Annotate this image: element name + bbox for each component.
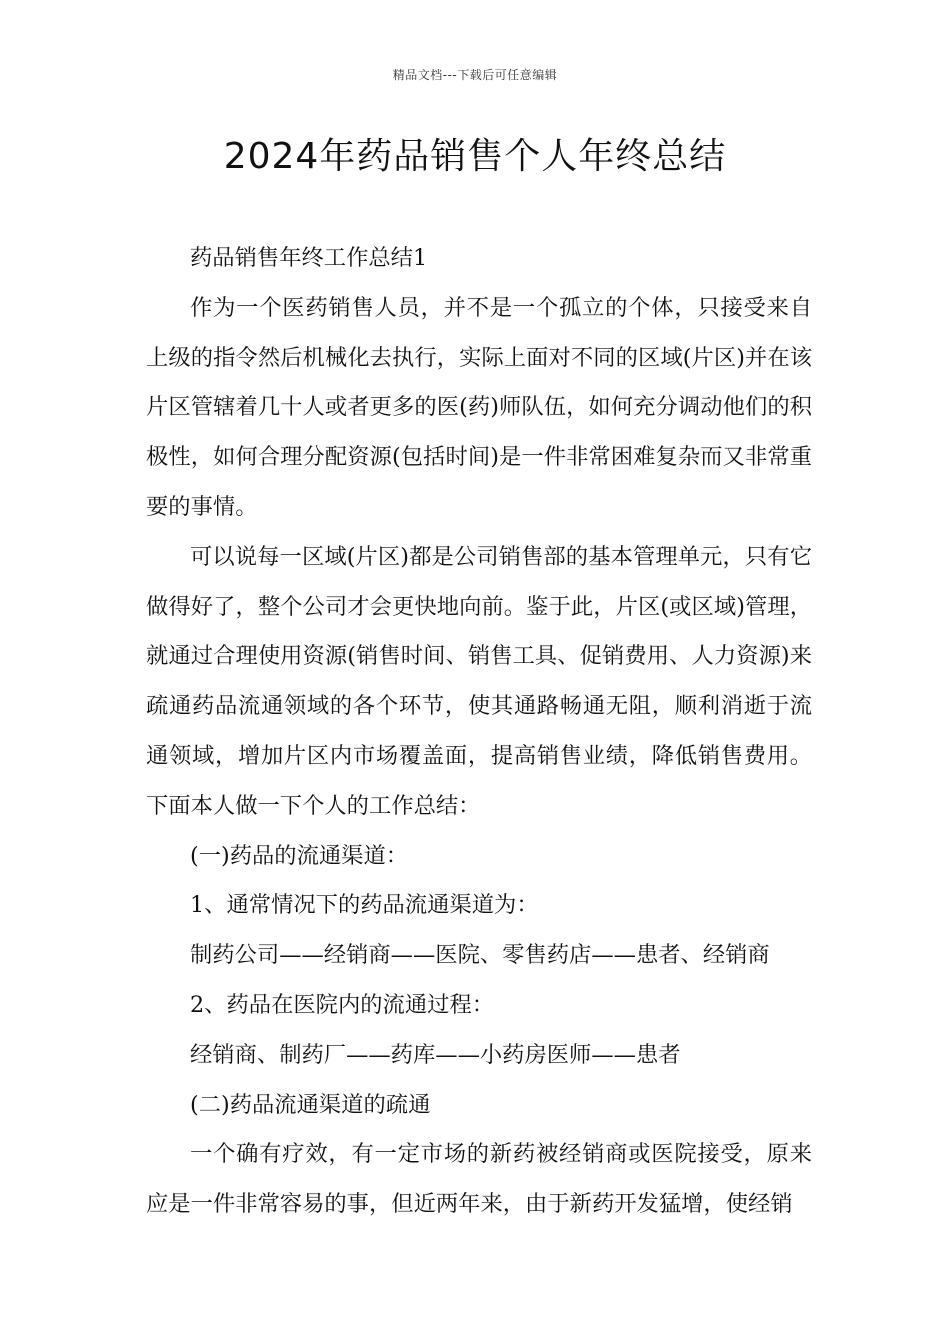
item-1-chain: 制药公司——经销商——医院、零售药店——患者、经销商 — [190, 942, 770, 969]
document-title: 2024年药品销售个人年终总结 — [223, 136, 727, 177]
closing-paragraph: 一个确有疗效，有一定市场的新药被经销商或医院接受，原来应是一件非常容易的事，但近两年来，由于新药开发猛增，使经销 — [146, 1141, 812, 1218]
paragraph-2: 可以说每一区域(片区)都是公司销售部的基本管理单元，只有它做得好了，整个公司才会更快地向前。鉴于此，片区(或区域)管理，就通过合理使用资源(销售时间、销售工具、促销费用、人力资源)来疏通药品流通领域的各个环节，使其通路畅通无阻，顺利消逝于流通领域，增加片区内市场覆盖面，提高销售业绩，降低销售费用。下面本人做一下个人的工作总结： — [146, 543, 812, 819]
paragraph-1: 作为一个医药销售人员，并不是一个孤立的个体，只接受来自上级的指令然后机械化去执行，实际上面对不同的区域(片区)并在该片区管辖着几十人或者更多的医(药)师队伍，如何充分调动他们的积极性，如何合理分配资源(包括时间)是一件非常困难复杂而又非常重要的事情。 — [146, 294, 812, 520]
document-body — [146, 234, 812, 1230]
item-1-title: 1、通常情况下的药品流通渠道为： — [190, 892, 539, 919]
section-heading: 药品销售年终工作总结1 — [190, 245, 428, 271]
section-2-title: (二)药品流通渠道的疏通 — [190, 1091, 431, 1118]
item-2-title: 2、药品在医院内的流通过程： — [190, 991, 495, 1018]
page-header-note: 精品文档---下载后可任意编辑 — [392, 68, 558, 82]
item-2-chain: 经销商、制药厂——药库——小药房医师——患者 — [190, 1041, 681, 1068]
section-1-title: (一)药品的流通渠道： — [190, 842, 409, 869]
